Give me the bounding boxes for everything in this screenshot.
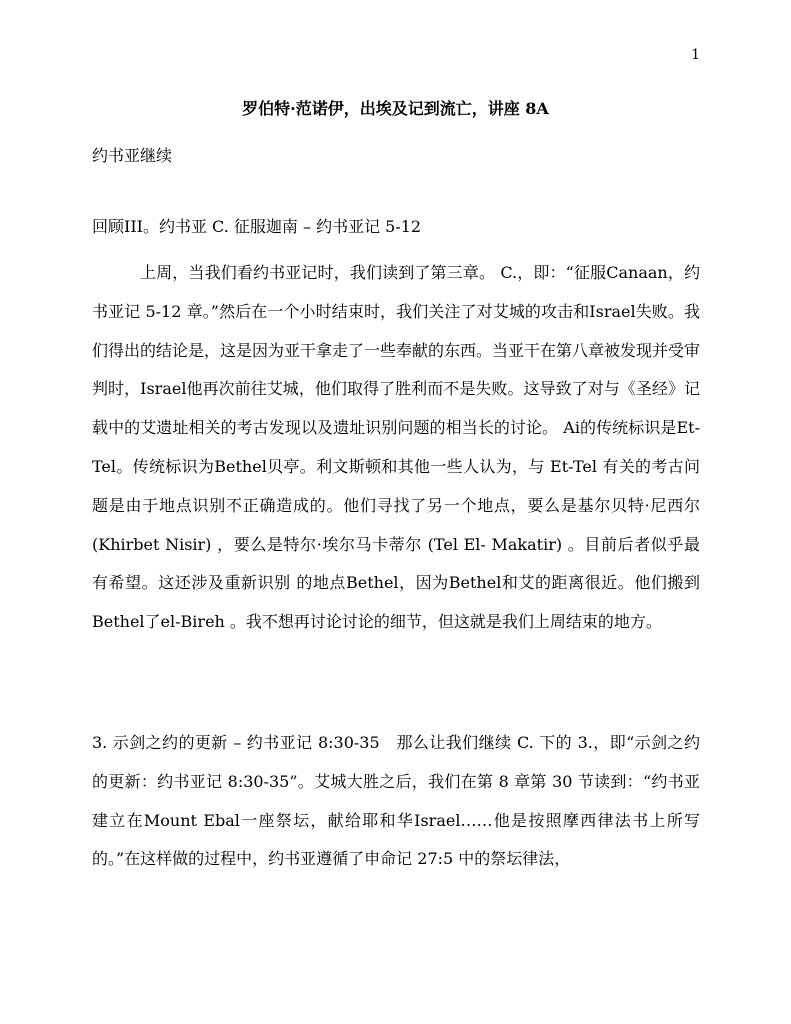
- document-subtitle: 约书亚继续: [92, 146, 173, 165]
- body-paragraph: 上周，当我们看约书亚记时，我们读到了第三章。 C.，即：“征服Canaan，约书亚记 5-12 章。”然后在一个小时结束时，我们关注了对艾城的攻击和Israel失败。我们得出的结论是，这是因为亚干拿走了一些奉献的东西。当亚干在第八章被发现并受审判时，Israel他再次前往艾城，他们取得了胜利而不是失败。这导致了对与《圣经》记载中的艾遗址相关的考古发现以及遗址识别问题的相当长的讨论。 Ai的传统标识是Et-Tel。传统标识为Bethel贝亭。利文斯顿和其他一些人认为，与 Et-Tel 有关的考古问题是由于地点识别不正确造成的。他们寻找了另一个地点，要么是基尔贝特·尼西尔 (Khirbet Nisir) ，要么是特尔·埃尔马卡蒂尔 (Tel El- Makatir) 。目前后者似乎最有希望。这还涉及重新识别 的地点Bethel，因为Bethel和艾的距离很近。他们搬到Bethel了el-Bireh 。我不想再讨论讨论的细节，但这就是我们上周结束的地方。: [92, 263, 701, 632]
- section-heading: 回顾III。约书亚 C. 征服迦南 – 约书亚记 5-12: [92, 217, 422, 236]
- body-paragraph-2: 3. 示剑之约的更新 – 约书亚记 8:30-35 那么让我们继续 C. 下的 3.，即“示剑之约的更新：约书亚记 8:30-35”。艾城大胜之后，我们在第 8 章第 30 节读到：“约书亚建立在Mount Ebal一座祭坛，献给耶和华Israel……他是按照摩西律法书上所写的。”在这样做的过程中，约书亚遵循了申命记 27:5 中的祭坛律法，: [92, 733, 700, 869]
- document-title: 罗伯特·范诺伊，出埃及记到流亡，讲座 8A: [242, 99, 549, 118]
- page-number: 1: [691, 47, 700, 63]
